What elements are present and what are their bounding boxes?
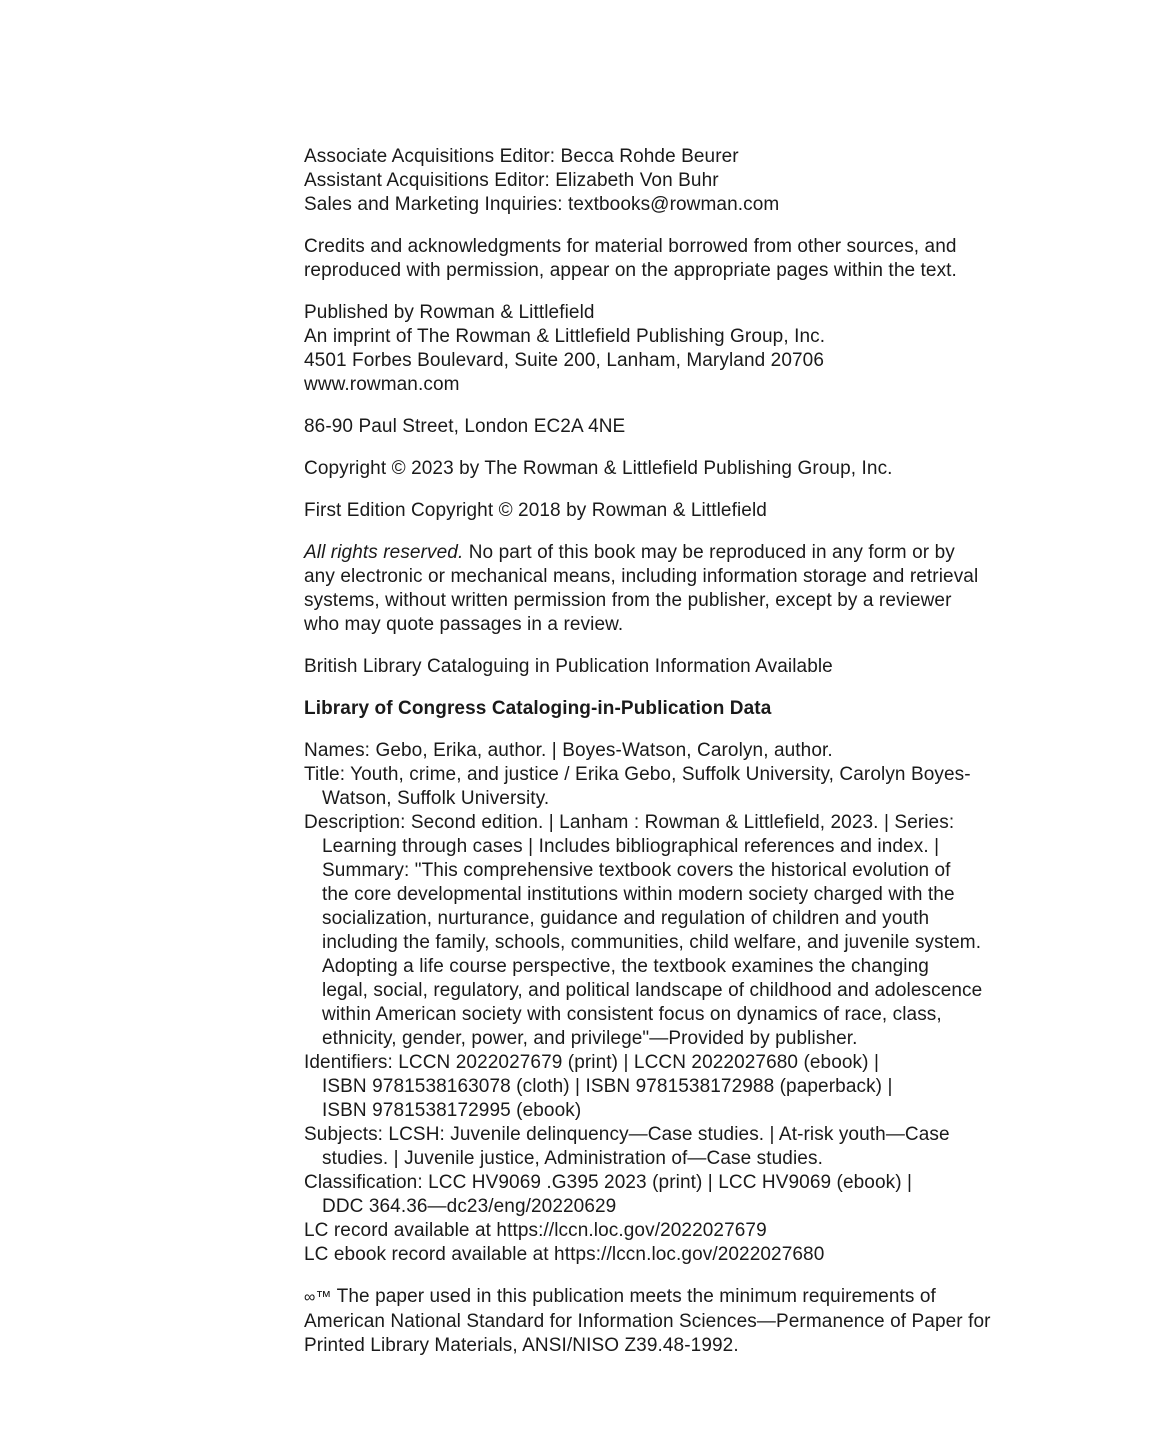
london-address-text: 86-90 Paul Street, London EC2A 4NE (304, 416, 626, 437)
cip-line: Summary: "This comprehensive textbook covers the historical evolution of (322, 860, 951, 881)
rights-line: who may quote passages in a review. (304, 614, 624, 635)
credits-line: Credits and acknowledgments for material borrowed from other sources, and (304, 236, 957, 257)
cip-line: Learning through cases | Includes bibliographical references and index. | (322, 836, 940, 857)
cip-line: Classification: LCC HV9069 .G395 2023 (print) | LCC HV9069 (ebook) | (304, 1172, 913, 1193)
cip-line: ethnicity, gender, power, and privilege"—Provided by publisher. (322, 1028, 858, 1049)
paper-line: Printed Library Materials, ANSI/NISO Z39.48-1992. (304, 1335, 739, 1356)
cip-line: within American society with consistent focus on dynamics of race, class, (322, 1004, 942, 1025)
paper-line (304, 1285, 1044, 1310)
publisher-name: Published by Rowman & Littlefield (304, 302, 595, 323)
cip-line: Watson, Suffolk University. (322, 788, 550, 809)
cip-title (304, 763, 1044, 811)
cip-line: legal, social, regulatory, and political landscape of childhood and adolescence (322, 980, 983, 1001)
cip-lc-record (304, 1219, 1044, 1243)
cip-line: Subjects: LCSH: Juvenile delinquency—Case studies. | At-risk youth—Case (304, 1124, 950, 1145)
cip-line: Names: Gebo, Erika, author. | Boyes-Watson, Carolyn, author. (304, 740, 833, 761)
publisher-block (304, 301, 1044, 397)
cip-line: the core developmental institutions within modern society charged with the (322, 884, 955, 905)
sales-inquiries-line: Sales and Marketing Inquiries: textbooks@rowman.com (304, 194, 780, 215)
rights-line: systems, without written permission from the publisher, except by a reviewer (304, 590, 952, 611)
cip-line: ISBN 9781538172995 (ebook) (322, 1100, 582, 1121)
cip-description (304, 811, 1044, 1051)
credits-block (304, 235, 1044, 283)
british-library-text: British Library Cataloguing in Publication Information Available (304, 656, 833, 677)
first-edition-notice (304, 499, 1044, 523)
cip-line: Description: Second edition. | Lanham : Rowman & Littlefield, 2023. | Series: (304, 812, 955, 833)
editors-block (304, 145, 1044, 217)
rights-lead: All rights reserved. (304, 542, 464, 563)
first-edition-text: First Edition Copyright © 2018 by Rowman & Littlefield (304, 500, 767, 521)
cip-data (304, 739, 1044, 1267)
editor-line: Associate Acquisitions Editor: Becca Rohde Beurer (304, 146, 739, 167)
cip-line: including the family, schools, communities, child welfare, and juvenile system. (322, 932, 982, 953)
cip-identifiers (304, 1051, 1044, 1123)
publisher-address: 4501 Forbes Boulevard, Suite 200, Lanham, Maryland 20706 (304, 350, 824, 371)
publisher-website: www.rowman.com (304, 374, 460, 395)
cip-line: Adopting a life course perspective, the textbook examines the changing (322, 956, 929, 977)
copyright-text: Copyright © 2023 by The Rowman & Littlefield Publishing Group, Inc. (304, 458, 893, 479)
cip-classification (304, 1171, 1044, 1219)
cip-line: socialization, nurturance, guidance and regulation of children and youth (322, 908, 930, 929)
editor-line: Assistant Acquisitions Editor: Elizabeth Von Buhr (304, 170, 719, 191)
cip-line: studies. | Juvenile justice, Administration of—Case studies. (322, 1148, 823, 1169)
infinity-icon: ∞™ (304, 1289, 332, 1306)
copyright-page (304, 145, 1044, 1376)
cip-line: ISBN 9781538163078 (cloth) | ISBN 9781538172988 (paperback) | (322, 1076, 893, 1097)
rights-line-rest: No part of this book may be reproduced in any form or by (463, 542, 955, 563)
publisher-imprint: An imprint of The Rowman & Littlefield Publishing Group, Inc. (304, 326, 826, 347)
cip-line: Title: Youth, crime, and justice / Erika Gebo, Suffolk University, Carolyn Boyes- (304, 764, 971, 785)
cip-subjects (304, 1123, 1044, 1171)
london-address (304, 415, 1044, 439)
rights-line (304, 541, 1044, 565)
paper-line: American National Standard for Information Sciences—Permanence of Paper for (304, 1311, 991, 1332)
cip-line: LC ebook record available at https://lccn.loc.gov/2022027680 (304, 1244, 825, 1265)
cip-heading: Library of Congress Cataloging-in-Publication Data (304, 698, 772, 719)
rights-block (304, 541, 1044, 637)
cip-lc-ebook-record (304, 1243, 1044, 1267)
cip-names (304, 739, 1044, 763)
credits-line: reproduced with permission, appear on the appropriate pages within the text. (304, 260, 957, 281)
cip-line: LC record available at https://lccn.loc.gov/2022027679 (304, 1220, 767, 1241)
british-library-notice (304, 655, 1044, 679)
cip-line: Identifiers: LCCN 2022027679 (print) | LCCN 2022027680 (ebook) | (304, 1052, 879, 1073)
paper-line-rest: The paper used in this publication meets the minimum requirements of (331, 1286, 936, 1307)
rights-line: any electronic or mechanical means, including information storage and retrieval (304, 566, 979, 587)
cip-line: DDC 364.36—dc23/eng/20220629 (322, 1196, 617, 1217)
paper-permanence-notice (304, 1285, 1044, 1358)
copyright-notice (304, 457, 1044, 481)
